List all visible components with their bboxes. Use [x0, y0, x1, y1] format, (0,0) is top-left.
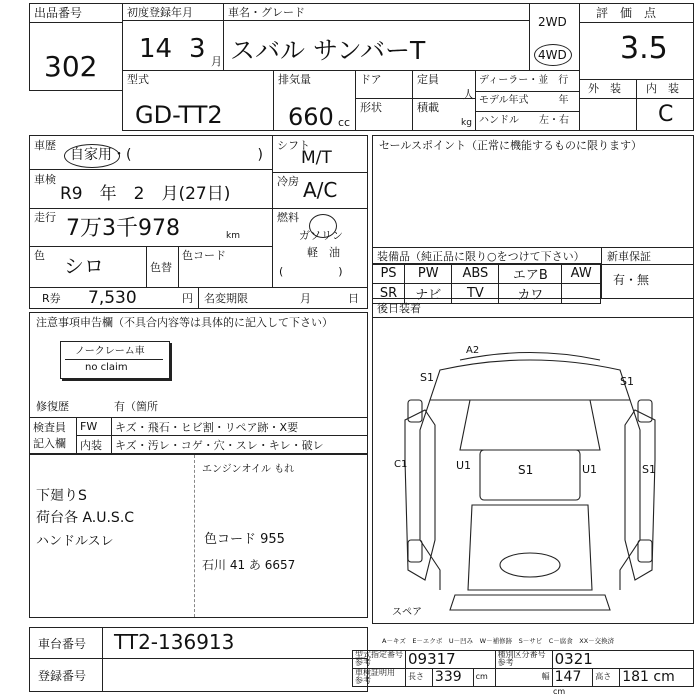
registration-number-label: 登録番号	[38, 669, 87, 683]
shape-label: 形状	[360, 101, 382, 114]
color-change-label: 色替	[150, 261, 172, 274]
front-right-wheel	[638, 400, 652, 422]
grade-cell	[579, 3, 694, 131]
repair-history-value: 有（箇所	[114, 400, 158, 413]
repair-history-label: 修復歴	[36, 400, 69, 413]
registration-year: 14	[139, 34, 173, 64]
class-code-sub: 参考	[497, 658, 514, 668]
displacement-label: 排気量	[278, 73, 311, 86]
front-bumper-outline	[460, 353, 600, 361]
spare-label: スペア	[392, 607, 422, 618]
history-block	[29, 135, 273, 288]
displacement-value: 660	[288, 103, 334, 131]
fuel-diesel: 軽 油	[307, 246, 340, 259]
notes-label: 注意事項申告欄（不具合内容等は具体的に記入して下さい）	[36, 316, 333, 329]
color-code-label: 色コード	[182, 249, 226, 262]
length-label: 長さ	[406, 668, 433, 686]
note-color-code: 色コード 955	[204, 532, 285, 547]
equip-abs: ABS	[452, 264, 499, 284]
height-unit: cm	[653, 668, 675, 685]
interior-check-items: キズ・汚レ・コゲ・穴・スレ・キレ・破レ	[112, 436, 368, 454]
sales-point-label: セールスポイント（正常に機能するものに限ります）	[379, 139, 643, 152]
inspector-label-1: 検査員	[33, 421, 66, 435]
note-handle: ハンドルスレ	[36, 534, 114, 549]
grade-label: 評 価 点	[596, 6, 657, 20]
mileage-label: 走行	[34, 211, 56, 224]
width-unit: cm	[553, 687, 566, 696]
chassis-value: TT2-136913	[114, 630, 235, 654]
recycle-label: R券	[42, 292, 61, 305]
front-panel-outline	[430, 360, 630, 400]
sales-point-block	[372, 135, 694, 248]
mark-u1-right: U1	[582, 463, 598, 476]
dimension-label: 車検証明用	[355, 667, 395, 677]
vehicle-codes-grid	[352, 650, 694, 687]
history-label: 車歴	[34, 139, 56, 152]
ac-value: A/C	[303, 178, 338, 202]
fuel-other: ( )	[279, 265, 343, 278]
no-claim-stamp	[60, 341, 170, 379]
color-value: シロ	[64, 254, 104, 278]
height-value: 181	[622, 668, 649, 685]
capacity-label: 定員	[417, 73, 439, 86]
mileage-unit: km	[226, 231, 240, 241]
after-equipment-label: 後日装着	[377, 302, 421, 315]
mark-c1-left: C1	[394, 459, 408, 470]
shift-value: M/T	[301, 148, 332, 168]
front-left-wheel	[408, 400, 422, 422]
load-unit: kg	[461, 118, 472, 128]
rear-panel-outline	[450, 595, 610, 610]
inspection-value: R9 年 2 月(27日)	[60, 184, 231, 204]
door-label: ドア	[360, 73, 382, 86]
model-cell	[223, 3, 580, 71]
fw-items: キズ・飛石・ヒビ割・リペア跡・X要	[112, 418, 368, 436]
equip-aw: AW	[562, 264, 601, 284]
interior-label: 内 装	[646, 82, 679, 95]
mark-u1-left: U1	[456, 459, 472, 472]
registration-month: 3	[189, 34, 206, 64]
rear-right-wheel	[638, 540, 652, 562]
inspector-label-2: 記入欄	[33, 436, 66, 450]
load-label: 積載	[417, 101, 439, 114]
lot-number-label: 出品番号	[34, 6, 83, 20]
equip-airbag: エアB	[499, 264, 562, 284]
equip-navi: ナビ	[405, 284, 452, 304]
registration-label: 初度登録年月	[127, 6, 193, 19]
mechanical-block	[272, 135, 368, 288]
grade-value: 3.5	[620, 31, 668, 66]
interior-check-label: 内装	[77, 436, 112, 454]
interior-grade: C	[658, 102, 674, 127]
note-plate: 石川 41 あ 6657	[202, 558, 296, 572]
no-claim-en: no claim	[85, 362, 128, 373]
new-car-value: 有・無	[613, 273, 650, 287]
notes-block	[29, 312, 368, 418]
note-engine-oil: エンジンオイル もれ	[202, 464, 295, 475]
fuel-label: 燃料	[277, 211, 299, 224]
capacity-unit: 人	[463, 88, 474, 101]
lot-number: 302	[44, 50, 98, 83]
capacity-cell	[412, 70, 476, 131]
equip-tv: TV	[452, 284, 499, 304]
name-change-month: 月	[300, 292, 311, 305]
chassis-row	[29, 627, 368, 659]
mark-a2: A2	[466, 345, 480, 356]
recycle-row	[29, 287, 368, 309]
class-code-label: 種別区分番号	[497, 650, 546, 659]
month-unit: 月	[211, 55, 222, 68]
displacement-cell	[273, 70, 356, 131]
equip-pw: PW	[405, 264, 452, 284]
length-unit: cm	[473, 668, 495, 686]
spare-tire-outline	[500, 553, 560, 577]
drive-4wd: 4WD	[538, 48, 567, 62]
rear-left-wheel	[408, 540, 422, 562]
history-value: 自家用・( )	[70, 147, 263, 163]
recycle-unit: 円	[182, 292, 193, 305]
width-label: 幅	[495, 668, 552, 686]
mileage-value: 7万3千978	[66, 216, 180, 241]
note-underbody: 下廻りS	[36, 488, 87, 504]
exterior-label: 外 装	[588, 82, 621, 95]
fuel-gasoline: ガソリン	[299, 229, 343, 242]
dealer-label: ディーラー・並 行	[479, 75, 569, 86]
displacement-unit: cc	[338, 116, 351, 129]
model-label: 車名・グレード	[228, 6, 305, 19]
type-cell	[122, 70, 274, 131]
length-value: 339	[432, 668, 473, 686]
name-change-label: 名変期限	[204, 292, 248, 305]
door-cell	[355, 70, 413, 131]
class-code-value: 0321	[552, 651, 693, 669]
model-code-sub: 参考	[355, 658, 371, 668]
no-claim-jp: ノークレーム車	[75, 346, 145, 357]
lot-number-cell	[29, 3, 123, 91]
mark-s1-front-right: S1	[620, 375, 634, 388]
ac-label: 冷房	[277, 175, 299, 188]
damage-legend: A－キズ E－エクボ U－凹み W－補修跡 S－サビ C－腐食 XX－交換済	[382, 637, 615, 645]
equipment-label: 装備品（純正品に限り○をつけて下さい）	[377, 250, 585, 263]
inspector-grid	[29, 417, 368, 454]
registration-number-row	[29, 658, 368, 692]
type-label: 型式	[127, 73, 149, 86]
recycle-value: 7,530	[88, 288, 137, 308]
windshield-outline	[460, 400, 600, 450]
height-label: 高さ	[593, 668, 620, 686]
equip-ps: PS	[373, 264, 405, 284]
note-bed: 荷台各 A.U.S.C	[36, 510, 135, 526]
registration-cell	[122, 3, 224, 71]
mark-s1-right: S1	[642, 463, 656, 476]
model-code-value: 09317	[406, 651, 496, 669]
color-label: 色	[34, 249, 45, 262]
type-value: GD-TT2	[135, 101, 223, 129]
dealer-cell	[475, 70, 580, 131]
model-year-label: モデル年式 年	[479, 95, 569, 106]
fw-label: FW	[77, 418, 112, 436]
mark-s1-front-left: S1	[420, 371, 434, 384]
model-name: スバル サンバーT	[230, 36, 426, 65]
width-value: 147	[552, 668, 593, 686]
shift-label: シフト	[277, 139, 310, 152]
equip-leather: カワ	[499, 284, 562, 304]
chassis-label: 車台番号	[38, 637, 87, 651]
mark-s1-center: S1	[518, 463, 534, 477]
model-code-label: 型式指定番号	[355, 650, 403, 659]
inspector-notes-block	[29, 454, 368, 618]
new-car-label: 新車保証	[607, 250, 651, 263]
handle-label: ハンドル 左・右	[479, 115, 569, 126]
drive-2wd: 2WD	[538, 15, 567, 29]
inspection-label: 車検	[34, 173, 56, 186]
name-change-day: 日	[348, 292, 359, 305]
dimension-sub: 参考	[355, 676, 371, 686]
equip-sr: SR	[373, 284, 405, 304]
